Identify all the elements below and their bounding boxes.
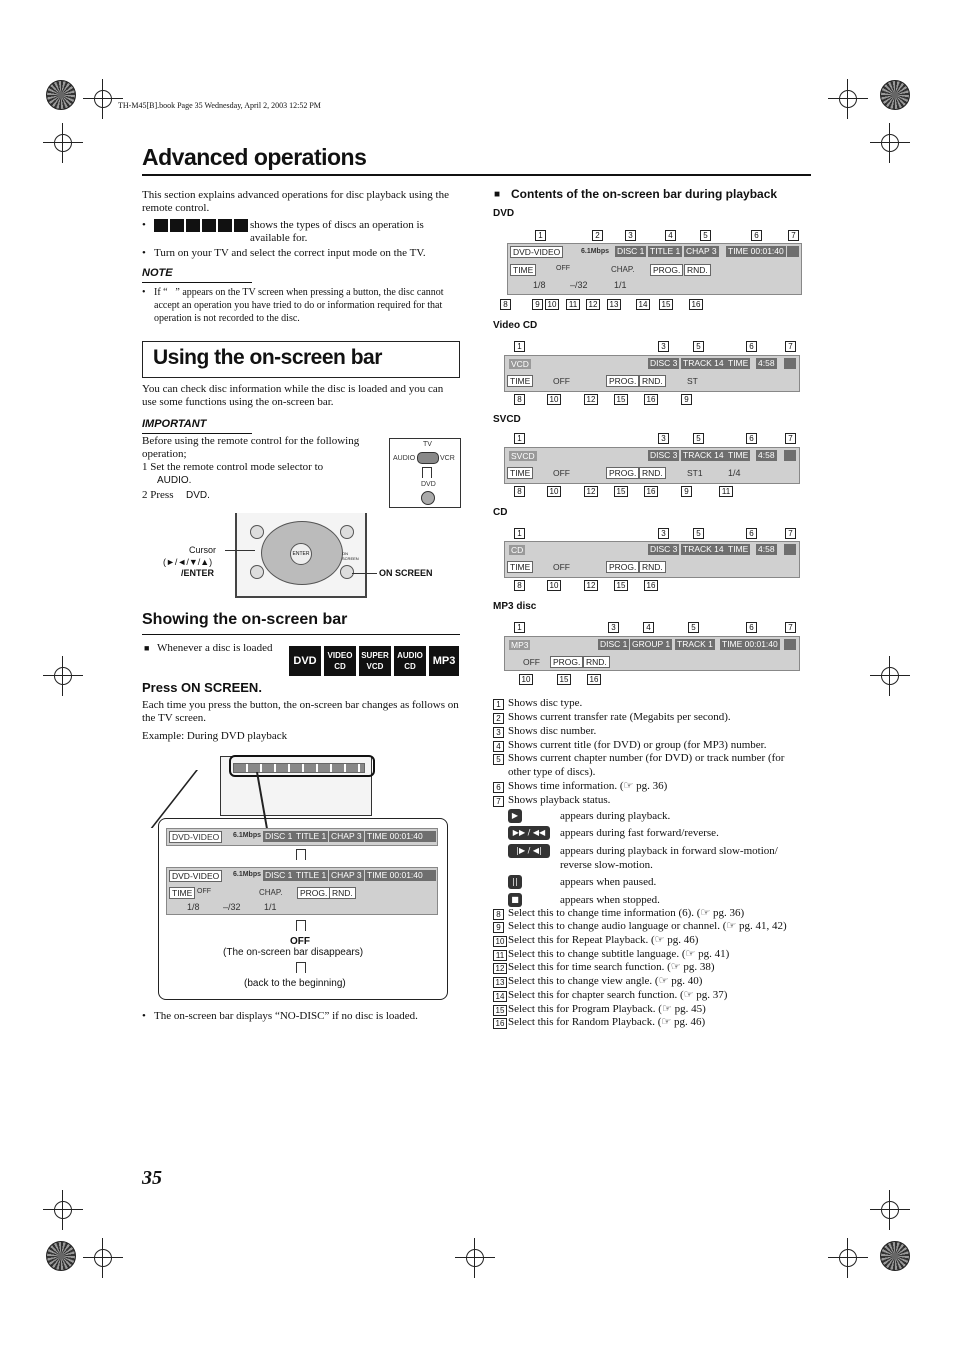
legend-text: other type of discs). [508,766,596,778]
legend-text: Select this for time search function. (☞ pg. 38) [508,961,715,973]
transfer-rate: 6.1Mbps [233,871,262,878]
legend-number: 14 [493,991,507,1002]
callout-7: 7 [785,622,796,633]
vcd-bar [504,355,800,392]
legend-number: 8 [493,909,504,920]
callout-4: 4 [643,622,654,633]
disc-number: DISC 1 [600,639,628,649]
status-symbol-icon: || [508,875,522,889]
subtitle-language[interactable]: 1/4 [728,468,741,478]
play-status [784,358,796,369]
chapter-search-button[interactable]: CHAP. [611,265,635,274]
repeat-button[interactable]: OFF [523,657,540,667]
status-text: appears when stopped. [560,894,660,906]
on-screen-button-label: ON SCREEN [342,551,359,561]
callout-15: 15 [659,299,673,310]
badge-mp3: MP3 [429,646,459,676]
legend-text: Select this to change view angle. (☞ pg. 40) [508,975,703,987]
bullet-tv: Turn on your TV and select the correct input mode on the TV. [154,247,426,259]
title-number: TITLE 1 [650,246,681,256]
title-rule [142,174,811,176]
callout-14: 14 [636,299,650,310]
time-select-button[interactable]: TIME [507,375,533,387]
callout-16: 16 [587,674,601,685]
callout-4: 4 [665,230,676,241]
dvd-button[interactable] [421,491,435,505]
cursor-keys-label: (►/◄/▼/▲) [163,557,213,567]
callout-16: 16 [644,580,658,591]
callout-12: 12 [584,486,598,497]
audio-language[interactable]: 1/8 [533,280,546,290]
disc-number: DISC 3 [650,544,678,554]
program-button[interactable]: PROG. [606,467,639,479]
disc-type: DVD-VIDEO [510,246,563,258]
legend-number: 16 [493,1018,507,1029]
selector-vcr-label: VCR [440,455,455,462]
time-info: TIME 00:01:40 [367,831,423,841]
callout-1: 1 [514,433,525,444]
program-button[interactable]: PROG. [550,656,583,668]
press-instruction: Press ON SCREEN. [142,680,262,695]
legend-number: 15 [493,1005,507,1016]
disc-type: MP3 [511,640,529,650]
showing-desc: Each time you press the button, the on-screen bar changes as follows on the TV screen. [142,699,459,724]
callout-9: 9 [681,394,692,405]
crop-mark [828,1238,868,1278]
random-button[interactable]: RND. [329,887,356,899]
cd-bar [504,541,800,578]
time-value: 4:58 [758,544,775,554]
legend-text: Select this for Repeat Playback. (☞ pg. 46) [508,934,699,946]
arrow-down-icon [296,920,306,931]
callout-2: 2 [592,230,603,241]
legend-text: Shows time information. (☞ pg. 36) [508,780,668,792]
program-button[interactable]: PROG. [297,887,330,899]
callout-12: 12 [584,394,598,405]
badge-video-cd: VIDEO CD [324,646,356,676]
badge-audio-cd: AUDIO CD [394,646,426,676]
note-rule [142,282,252,283]
legend-number: 11 [493,950,507,961]
legend-text: Shows current title (for DVD) or group (for MP3) number. [508,739,767,751]
callout-10: 10 [545,299,559,310]
selector-audio-label: AUDIO [393,455,416,462]
callout-10: 10 [547,486,561,497]
cd-label: CD [493,507,508,518]
important-step1: 1 Set the remote control mode selector to [142,461,324,473]
play-status [787,246,799,257]
bullet: • [142,219,146,231]
crop-mark [870,1190,910,1230]
transfer-rate: 6.1Mbps [581,248,610,255]
svcd-bar [504,447,800,484]
audio-channel[interactable]: ST [687,376,698,386]
important-heading: IMPORTANT [142,418,207,430]
title-number: TITLE 1 [296,870,327,880]
legend-text: Shows disc number. [508,725,597,737]
play-status [424,831,436,842]
time-value: 4:58 [758,450,775,460]
time-select-button[interactable]: TIME [507,561,533,573]
callout-6: 6 [746,528,757,539]
disc-type: SVCD [511,451,535,461]
example-bar-2 [166,867,438,915]
registration-dot [880,80,910,110]
page-number: 35 [142,1167,162,1189]
callout-12: 12 [586,299,600,310]
crop-mark [83,79,123,119]
program-button[interactable]: PROG. [650,264,683,276]
crop-mark [43,656,83,696]
legend-text: Select this for chapter search function. (☞ pg. 37) [508,989,728,1001]
bullet: • [142,247,146,259]
callout-15: 15 [614,486,628,497]
crop-mark [83,1238,123,1278]
round-button[interactable] [250,525,264,539]
view-angle[interactable]: 1/1 [614,280,627,290]
legend-number: 10 [493,936,507,947]
time-info: TIME 00:01:40 [722,639,778,649]
section-title-box [142,341,460,378]
bullet: • [142,287,146,298]
off-label: OFF [290,936,310,947]
on-screen-button[interactable] [340,565,354,579]
legend-text: Shows playback status. [508,794,611,806]
time-info: TIME [728,544,749,554]
time-info: TIME 00:01:40 [367,870,423,880]
callout-5: 5 [693,433,704,444]
enter-button[interactable]: ENTER [290,543,312,565]
random-button[interactable]: RND. [639,375,666,387]
chapter-number: CHAP 3 [686,246,717,256]
note-heading: NOTE [142,267,173,279]
legend-number: 3 [493,727,504,738]
group-number: GROUP 1 [632,639,671,649]
callout-6: 6 [751,230,762,241]
status-text: reverse slow-motion. [560,859,653,871]
callout-7: 7 [785,433,796,444]
callout-3: 3 [625,230,636,241]
legend-text: Shows current transfer rate (Megabits per second). [508,711,731,723]
callout-5: 5 [700,230,711,241]
registration-dot [46,1241,76,1271]
on-screen-label: ON SCREEN [379,568,433,578]
round-button[interactable] [340,525,354,539]
random-button[interactable]: RND. [684,264,711,276]
legend-number: 4 [493,741,504,752]
track-number: TRACK 1 [677,639,713,649]
disc-number: DISC 1 [617,246,645,256]
audio-channel[interactable]: ST1 [687,468,703,478]
crop-mark [870,656,910,696]
status-symbol-icon: ■ [508,893,522,907]
file-info: TH-M45[B].book Page 35 Wednesday, April 2, 2003 12:52 PM [118,101,321,110]
callout-6: 6 [746,622,757,633]
random-button[interactable]: RND. [583,656,610,668]
callout-5: 5 [693,528,704,539]
dvd-bar [507,243,802,295]
callout-12: 12 [584,580,598,591]
callout-10: 10 [547,394,561,405]
callout-13: 13 [607,299,621,310]
time-info: TIME [728,450,749,460]
section-intro: You can check disc information while the disc is loaded and you can use some functions using the on-screen bar. [142,383,444,408]
status-text: appears during playback. [560,810,671,822]
callout-1: 1 [514,528,525,539]
callout-1: 1 [514,341,525,352]
chapter-number: CHAP 3 [331,870,362,880]
mode-selector-panel [389,438,461,508]
off-note: (The on-screen bar disappears) [223,947,364,958]
selector-dvd-label: DVD [421,481,436,488]
track-number: TRACK 14 [683,544,724,554]
square-bullet: ■ [494,189,501,200]
mp3-label: MP3 disc [493,601,537,612]
callout-8: 8 [514,394,525,405]
important-rule [142,433,252,434]
callout-3: 3 [658,433,669,444]
legend-text: Select this to change time information (6). (☞ pg. 36) [508,907,745,919]
important-text: Before using the remote control for the following operation; [142,435,360,460]
callout-7: 7 [785,528,796,539]
crop-mark [870,123,910,163]
badge-super-vcd: SUPER VCD [359,646,391,676]
chapter-search-button[interactable]: CHAP. [259,888,283,897]
callout-6: 6 [746,433,757,444]
crop-mark [455,1238,495,1278]
repeat-button[interactable]: OFF [197,888,211,895]
legend-text: Shows disc type. [508,697,583,709]
leader-line [352,573,377,574]
disc-number: DISC 1 [265,831,293,841]
status-text: appears during fast forward/reverse. [560,827,719,839]
callout-1: 1 [514,622,525,633]
bullet: • [142,1010,146,1022]
track-number: TRACK 14 [683,450,724,460]
time-info: TIME [728,358,749,368]
legend-text: Select this for Program Playback. (☞ pg. 45) [508,1003,706,1015]
time-select-button[interactable]: TIME [510,264,536,276]
no-disc-note: The on-screen bar displays “NO-DISC” if no disc is loaded. [154,1010,418,1022]
disc-number: DISC 3 [650,450,678,460]
callout-8: 8 [514,580,525,591]
callout-8: 8 [514,486,525,497]
callout-16: 16 [689,299,703,310]
round-button[interactable] [250,565,264,579]
registration-dot [46,80,76,110]
enter-label: /ENTER [181,568,215,578]
subtitle-language[interactable]: –/32 [570,280,588,290]
disc-number: DISC 3 [650,358,678,368]
status-symbol-icon: ▶▶ / ◀◀ [508,826,550,840]
showing-example: Example: During DVD playback [142,730,288,742]
view-angle[interactable]: 1/1 [264,902,277,912]
callout-3: 3 [608,622,619,633]
callout-10: 10 [519,674,533,685]
callout-16: 16 [644,486,658,497]
callout-1: 1 [535,230,546,241]
repeat-button[interactable]: OFF [553,562,570,572]
svcd-label: SVCD [493,414,521,425]
mp3-bar [504,636,800,671]
page-title: Advanced operations [142,144,367,170]
callout-6: 6 [746,341,757,352]
callout-7: 7 [788,230,799,241]
status-symbol-icon: |▶ / ◀| [508,844,550,858]
crop-mark [43,123,83,163]
square-bullet: ■ [144,643,150,653]
crop-mark [43,1190,83,1230]
remote-illustration [235,513,367,598]
chapter-number: CHAP 3 [331,831,362,841]
registration-dot [880,1241,910,1271]
callout-16: 16 [644,394,658,405]
play-status [424,870,436,881]
transfer-rate: 6.1Mbps [233,832,262,839]
callout-15: 15 [557,674,571,685]
intro-text: This section explains advanced operations for disc playback using the remote control. [142,189,449,214]
legend-text: Select this to change audio language or channel. (☞ pg. 41, 42) [508,920,787,932]
random-button[interactable]: RND. [639,467,666,479]
repeat-button[interactable]: OFF [556,265,570,272]
arrow-down-icon [296,849,306,860]
callout-11: 11 [719,486,733,497]
callout-3: 3 [658,528,669,539]
callout-5: 5 [688,622,699,633]
callout-5: 5 [693,341,704,352]
callout-9: 9 [532,299,543,310]
callout-9: 9 [681,486,692,497]
note-text: If “⃠” appears on the TV screen when pressing a button, the disc cannot accept an operation you have tried to do or information required for that operation is not recorded to the disc. [154,287,444,324]
leader-line [225,550,255,551]
important-step1-mode: AUDIO. [157,475,192,486]
callout-15: 15 [614,580,628,591]
disc-number: DISC 1 [265,870,293,880]
status-symbol-icon: ▶ [508,809,522,823]
cursor-label: Cursor [189,545,217,555]
contents-heading: Contents of the on-screen bar during playback [511,187,778,201]
time-value: 4:58 [758,358,775,368]
play-status [784,450,796,461]
status-text: appears when paused. [560,876,657,888]
play-status [784,639,796,650]
audio-language[interactable]: 1/8 [187,902,200,912]
disc-type: VCD [511,359,529,369]
title-number: TITLE 1 [296,831,327,841]
showing-rule [142,634,460,635]
track-number: TRACK 14 [683,358,724,368]
time-info: TIME 00:01:40 [728,246,784,256]
legend-number: 1 [493,699,504,710]
legend-number: 12 [493,963,507,974]
legend-text: Select this to change subtitle language. (☞ pg. 41) [508,948,730,960]
arrow-down-icon [422,467,432,478]
vcd-label: Video CD [493,320,538,331]
example-bar-1 [166,828,438,846]
badge-dvd: DVD [289,646,321,676]
time-select-button[interactable]: TIME [169,887,195,899]
important-step2: 2 Press [142,489,174,501]
section-title: Using the on-screen bar [153,346,382,369]
disc-type: CD [511,545,524,555]
tv-highlight [229,755,375,777]
random-button[interactable]: RND. [639,561,666,573]
repeat-button[interactable]: OFF [553,376,570,386]
important-step2-button: DVD. [186,490,210,501]
callout-8: 8 [500,299,511,310]
callout-7: 7 [785,341,796,352]
legend-number: 13 [493,977,507,988]
dvd-label: DVD [493,208,515,219]
callout-3: 3 [658,341,669,352]
legend-text: Shows current chapter number (for DVD) or track number (for [508,752,785,764]
legend-number: 5 [493,754,504,765]
legend-number: 9 [493,922,504,933]
time-select-button[interactable]: TIME [507,467,533,479]
repeat-button[interactable]: OFF [553,468,570,478]
selector-tv-label: TV [423,441,432,448]
disc-icons [154,219,248,232]
bullet-disc-types: shows the types of discs an operation is available for. [250,219,424,244]
disc-type: DVD-VIDEO [169,870,222,882]
callout-15: 15 [614,394,628,405]
program-button[interactable]: PROG. [606,561,639,573]
back-label: (back to the beginning) [244,978,346,989]
legend-number: 6 [493,782,504,793]
mode-selector-switch[interactable] [417,452,439,464]
status-text: appears during playback in forward slow-motion/ [560,845,778,857]
showing-condition: Whenever a disc is loaded [157,642,273,654]
disc-type: DVD-VIDEO [169,831,222,843]
legend-number: 2 [493,713,504,724]
subtitle-language[interactable]: –/32 [223,902,241,912]
legend-number: 7 [493,796,504,807]
callout-10: 10 [547,580,561,591]
legend-text: Select this for Random Playback. (☞ pg. 46) [508,1016,706,1028]
arrow-down-icon [296,962,306,973]
callout-11: 11 [566,299,580,310]
crop-mark [828,79,868,119]
play-status [784,544,796,555]
program-button[interactable]: PROG. [606,375,639,387]
showing-title: Showing the on-screen bar [142,611,348,628]
